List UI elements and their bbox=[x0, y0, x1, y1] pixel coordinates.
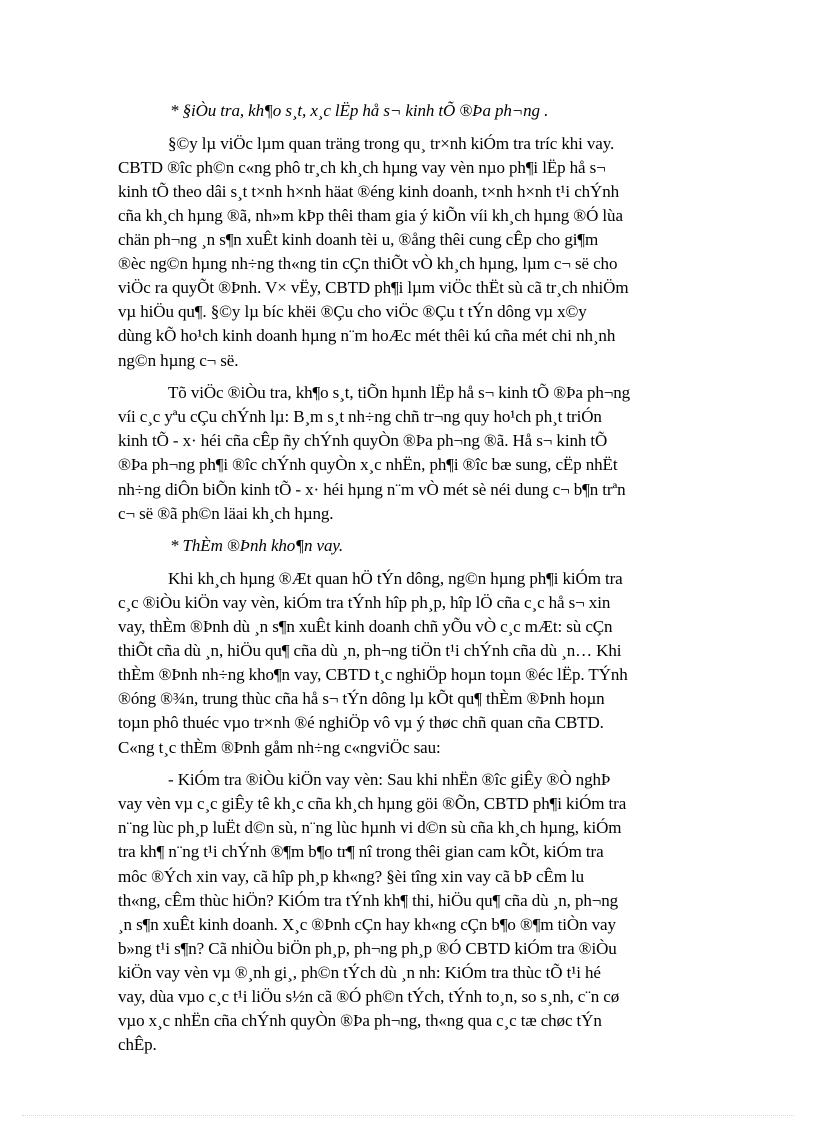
paragraph-line: víi c¸c yªu cÇu chÝnh lµ: B¸m s¸t nh÷ng chñ tr¬ng quy ho¹ch ph¸t triÓn bbox=[118, 407, 602, 427]
paragraph-line: n¨ng lùc ph¸p luËt d©n sù, n¨ng lùc hµnh vi d©n sù cña kh¸ch hµng, kiÓm bbox=[118, 818, 622, 838]
list-item-line: - KiÓm tra ®iÒu kiÖn vay vèn: Sau khi nhËn ®îc giÊy ®Ò nghÞ bbox=[168, 770, 611, 790]
paragraph-line: kinh tÕ theo dâi s¸t t×nh h×nh häat ®éng kinh doanh, t×nh h×nh t¹i chÝnh bbox=[118, 181, 620, 201]
section-heading-appraisal: * ThÈm ®Þnh kho¶n vay. bbox=[170, 536, 344, 556]
paragraph-line: thÈm ®Þnh nh÷ng kho¶n vay, CBTD t¸c nghiÖp hoµn toµn ®éc lËp. TÝnh bbox=[118, 665, 628, 685]
paragraph-line: vµo x¸c nhËn cña chÝnh quyÒn ®Þa ph¬ng, th«ng qua c¸c tæ chøc tÝn bbox=[118, 1011, 602, 1031]
section-heading-survey: * §iÒu tra, kh¶o s¸t, x¸c lËp hå s¬ kinh tÕ ®Þa ph¬ng . bbox=[170, 101, 549, 120]
paragraph-line: Khi kh¸ch hµng ®Æt quan hÖ tÝn dông, ng©n hµng ph¶i kiÓm tra bbox=[168, 568, 623, 588]
page-bottom-rule bbox=[22, 1115, 794, 1116]
paragraph-line: ®óng ®¾n, trung thùc cña hå s¬ tÝn dông lµ kÕt qu¶ thÈm ®Þnh hoµn bbox=[118, 689, 605, 709]
paragraph-line: cña kh¸ch hµng ®ã, nh»m kÞp thêi tham gia ý kiÕn víi kh¸ch hµng ®Ó lùa bbox=[118, 205, 623, 225]
paragraph-line: toµn phô thuéc vµo tr×nh ®é nghiÖp vô vµ ý thøc chñ quan cña CBTD. bbox=[118, 713, 604, 733]
paragraph-line: vay, dùa vµo c¸c t¹i liÖu s½n cã ®Ó ph©n tÝch, tÝnh to¸n, so s¸nh, c¨n cø bbox=[118, 987, 620, 1006]
paragraph-line: c¬ së ®ã ph©n läai kh¸ch hµng. bbox=[118, 503, 334, 523]
paragraph-line: c¸c ®iÒu kiÖn vay vèn, kiÓm tra tÝnh hîp ph¸p, hîp lÖ cña c¸c hå s¬ xin bbox=[118, 592, 611, 612]
paragraph-line: th«ng, cÊm thùc hiÖn? KiÓm tra tÝnh kh¶ thi, hiÖu qu¶ cña dù ¸n, ph¬ng bbox=[118, 890, 619, 910]
paragraph-line: CBTD ®îc ph©n c«ng phô tr¸ch kh¸ch hµng vay vèn nµo ph¶i lËp hå s¬ bbox=[118, 157, 606, 177]
paragraph-line: dùng kÕ ho¹ch kinh doanh hµng n¨m hoÆc mét thêi kú cña mét chi nh¸nh bbox=[118, 326, 616, 346]
paragraph-line-end: chÊp. bbox=[118, 1035, 157, 1055]
paragraph-line: ¸n s¶n xuÊt kinh doanh. X¸c ®Þnh cÇn hay kh«ng cÇn b¶o ®¶m tiÒn vay bbox=[118, 914, 616, 934]
paragraph-line: nh÷ng diÔn biÕn kinh tÕ - x· héi hµng n¨m vÒ mét sè néi dung c¬ b¶n trªn bbox=[118, 479, 626, 499]
paragraph-line: Tõ viÖc ®iÒu tra, kh¶o s¸t, tiÕn hµnh lËp hå s¬ kinh tÕ ®Þa ph¬ng bbox=[168, 383, 631, 403]
paragraph-line: ®èc ng©n hµng nh÷ng th«ng tin cÇn thiÕt vÒ kh¸ch hµng, lµm c¬ së cho bbox=[118, 254, 618, 274]
paragraph-line: §©y lµ viÖc lµm quan träng trong qu¸ tr×nh kiÓm tra tríc khi vay. bbox=[168, 133, 615, 153]
paragraph-line: vµ hiÖu qu¶. §©y lµ bíc khëi ®Çu cho viÖc ®Çu t tÝn dông vµ x©y bbox=[118, 302, 587, 322]
paragraph-line: ng©n hµng c¬ së. bbox=[118, 350, 239, 370]
paragraph-line: C«ng t¸c thÈm ®Þnh gåm nh÷ng c«ngviÖc sau: bbox=[118, 737, 441, 757]
paragraph-line: chän ph¬ng ¸n s¶n xuÊt kinh doanh tèi u, ®ång thêi cung cÊp cho gi¶m bbox=[118, 230, 599, 249]
paragraph-line: tra kh¶ n¨ng t¹i chÝnh ®¶m b¶o tr¶ nî trong thêi gian cam kÕt, kiÓm tra bbox=[118, 842, 604, 862]
paragraph-line: môc ®Ých xin vay, cã hîp ph¸p kh«ng? §èi tîng xin vay cã bÞ cÊm lu bbox=[118, 866, 584, 886]
paragraph-line: b»ng t¹i s¶n? Cã nhiÒu biÖn ph¸p, ph¬ng ph¸p ®Ó CBTD kiÓm tra ®iÒu bbox=[118, 938, 617, 958]
paragraph-line: kinh tÕ - x· héi cña cÊp ñy chÝnh quyÒn ®Þa ph¬ng ®ã. Hå s¬ kinh tÕ bbox=[118, 431, 608, 451]
paragraph-line: kiÖn vay vèn vµ ®¸nh gi¸, ph©n tÝch dù ¸n nh: KiÓm tra thùc tÕ t¹i hé bbox=[118, 962, 601, 982]
paragraph-line: vay, thÈm ®Þnh dù ¸n s¶n xuÊt kinh doanh chñ yÕu vÒ c¸c mÆt: sù cÇn bbox=[118, 617, 613, 636]
paragraph-line: ®Þa ph¬ng ph¶i ®îc chÝnh quyÒn x¸c nhËn, ph¶i ®îc bæ sung, cËp nhËt bbox=[118, 455, 618, 475]
paragraph-line: thiÕt cña dù ¸n, hiÖu qu¶ cña dù ¸n, ph¬ng tiÖn t¹i chÝnh cña dù ¸n… Khi bbox=[118, 641, 622, 661]
paragraph-line: viÖc ra quyÕt ®Þnh. V× vËy, CBTD ph¶i lµm viÖc thËt sù cã tr¸ch nhiÖm bbox=[118, 278, 629, 298]
paragraph-line: vay vèn vµ c¸c giÊy tê kh¸c cña kh¸ch hµng göi ®Õn, CBTD ph¶i kiÓm tra bbox=[118, 794, 627, 814]
